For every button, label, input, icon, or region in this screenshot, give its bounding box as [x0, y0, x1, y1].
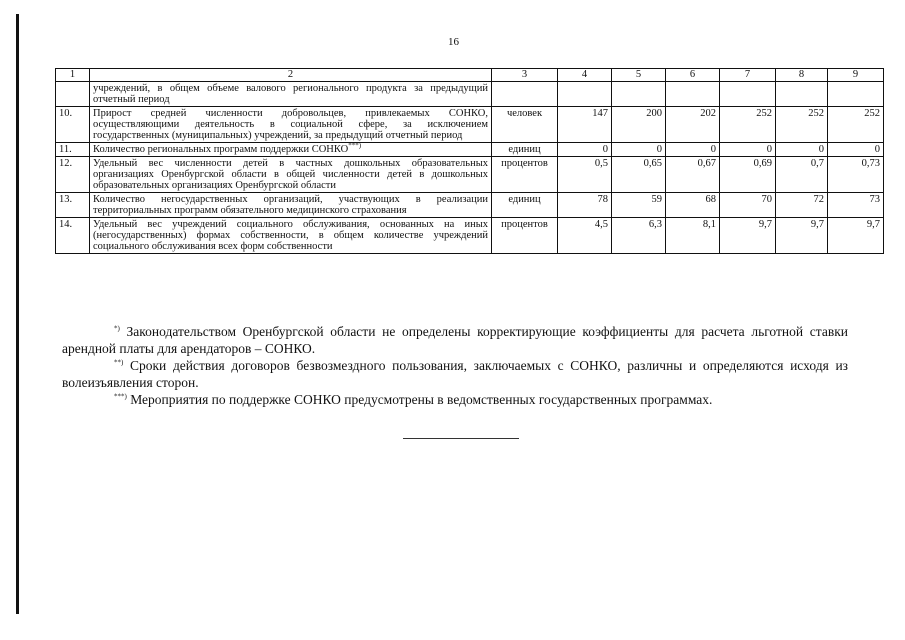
value-cell: 0,69 [720, 157, 776, 193]
unit-cell: единиц [492, 193, 558, 218]
row-number-cell: 10. [56, 107, 90, 143]
value-cell: 0 [666, 143, 720, 157]
value-cell: 59 [612, 193, 666, 218]
footnote-text: Мероприятия по поддержке СОНКО предусмотрены в ведомственных государственных программах. [126, 392, 713, 407]
footnote-1 [62, 323, 848, 357]
table-row [56, 193, 884, 218]
table-header-row [56, 69, 884, 82]
value-cell: 252 [828, 107, 884, 143]
unit-cell: человек [492, 107, 558, 143]
value-cell: 8,1 [666, 218, 720, 254]
value-cell: 73 [828, 193, 884, 218]
value-cell [776, 82, 828, 107]
value-cell: 9,7 [720, 218, 776, 254]
footnote-mark: *) [114, 324, 120, 333]
header-cell: 3 [492, 69, 558, 82]
binding-edge-line [16, 14, 19, 614]
closing-rule [403, 438, 519, 439]
value-cell: 200 [612, 107, 666, 143]
value-cell: 252 [776, 107, 828, 143]
indicator-name: Удельный вес численности детей в частных дошкольных образовательных организациях Оренбургской области в общей численности детей в дошкольных образовательных организациях Оренбургской области [93, 158, 488, 191]
header-cell: 1 [56, 69, 90, 82]
footnote-text: Сроки действия договоров безвозмездного пользования, заключаемых с СОНКО, различны и определяются исходя из волеизъявления сторон. [62, 358, 848, 390]
unit-cell: процентов [492, 157, 558, 193]
row-number-cell: 11. [56, 143, 90, 157]
value-cell: 0,65 [612, 157, 666, 193]
value-cell: 0,67 [666, 157, 720, 193]
page-number: 16 [448, 36, 459, 48]
value-cell [828, 82, 884, 107]
footnote-mark: **) [114, 358, 124, 367]
table-row [56, 157, 884, 193]
value-cell: 9,7 [776, 218, 828, 254]
value-cell: 202 [666, 107, 720, 143]
indicator-name: Прирост средней численности добровольцев, привлекаемых СОНКО, осуществляющими деятельность в социальной сфере, за исключением государственных (муниципальных) учреждений, за предыдущий отчетный период [93, 108, 488, 141]
value-cell: 68 [666, 193, 720, 218]
indicator-name-cell [90, 143, 492, 157]
indicator-name: Количество региональных программ поддержки СОНКО [93, 144, 349, 155]
row-number-cell [56, 82, 90, 107]
header-cell: 8 [776, 69, 828, 82]
indicator-name-cell [90, 218, 492, 254]
value-cell: 9,7 [828, 218, 884, 254]
header-cell: 4 [558, 69, 612, 82]
value-cell: 0,5 [558, 157, 612, 193]
value-cell: 0,73 [828, 157, 884, 193]
indicator-name-cell [90, 193, 492, 218]
indicator-name: Количество негосударственных организаций, участвующих в реализации территориальных программ обязательного медицинского страхования [93, 194, 488, 216]
indicators-table [55, 68, 884, 254]
value-cell: 0 [612, 143, 666, 157]
footnote-mark: ***) [114, 392, 127, 401]
table-row [56, 143, 884, 157]
footnote-reference: ***) [348, 141, 362, 150]
value-cell: 4,5 [558, 218, 612, 254]
value-cell: 0,7 [776, 157, 828, 193]
row-number-cell: 12. [56, 157, 90, 193]
unit-cell: единиц [492, 143, 558, 157]
value-cell: 0 [558, 143, 612, 157]
table-row [56, 82, 884, 107]
indicator-name-cell [90, 107, 492, 143]
indicator-name: Удельный вес учреждений социального обслуживания, основанных на иных (негосударственных) формах собственности, в общем количестве учреждений социального обслуживания всех форм собственности [93, 219, 488, 252]
value-cell: 70 [720, 193, 776, 218]
header-cell: 6 [666, 69, 720, 82]
table-row [56, 218, 884, 254]
indicator-name: учреждений, в общем объеме валового регионального продукта за предыдущий отчетный период [93, 83, 488, 105]
header-cell: 5 [612, 69, 666, 82]
unit-cell [492, 82, 558, 107]
value-cell: 0 [776, 143, 828, 157]
header-cell: 9 [828, 69, 884, 82]
footnote-text: Законодательством Оренбургской области не определены корректирующие коэффициенты для расчета льготной ставки арендной платы для арендаторов – СОНКО. [62, 324, 848, 356]
indicator-name-cell [90, 157, 492, 193]
footnotes [62, 323, 848, 408]
value-cell [612, 82, 666, 107]
header-cell: 7 [720, 69, 776, 82]
unit-cell: процентов [492, 218, 558, 254]
value-cell: 0 [720, 143, 776, 157]
row-number-cell: 13. [56, 193, 90, 218]
value-cell [720, 82, 776, 107]
value-cell [666, 82, 720, 107]
header-cell: 2 [90, 69, 492, 82]
value-cell: 147 [558, 107, 612, 143]
value-cell: 78 [558, 193, 612, 218]
row-number-cell: 14. [56, 218, 90, 254]
table-row [56, 107, 884, 143]
indicator-name-cell [90, 82, 492, 107]
value-cell: 0 [828, 143, 884, 157]
footnote-3 [62, 391, 848, 408]
value-cell [558, 82, 612, 107]
value-cell: 252 [720, 107, 776, 143]
value-cell: 72 [776, 193, 828, 218]
footnote-2 [62, 357, 848, 391]
value-cell: 6,3 [612, 218, 666, 254]
